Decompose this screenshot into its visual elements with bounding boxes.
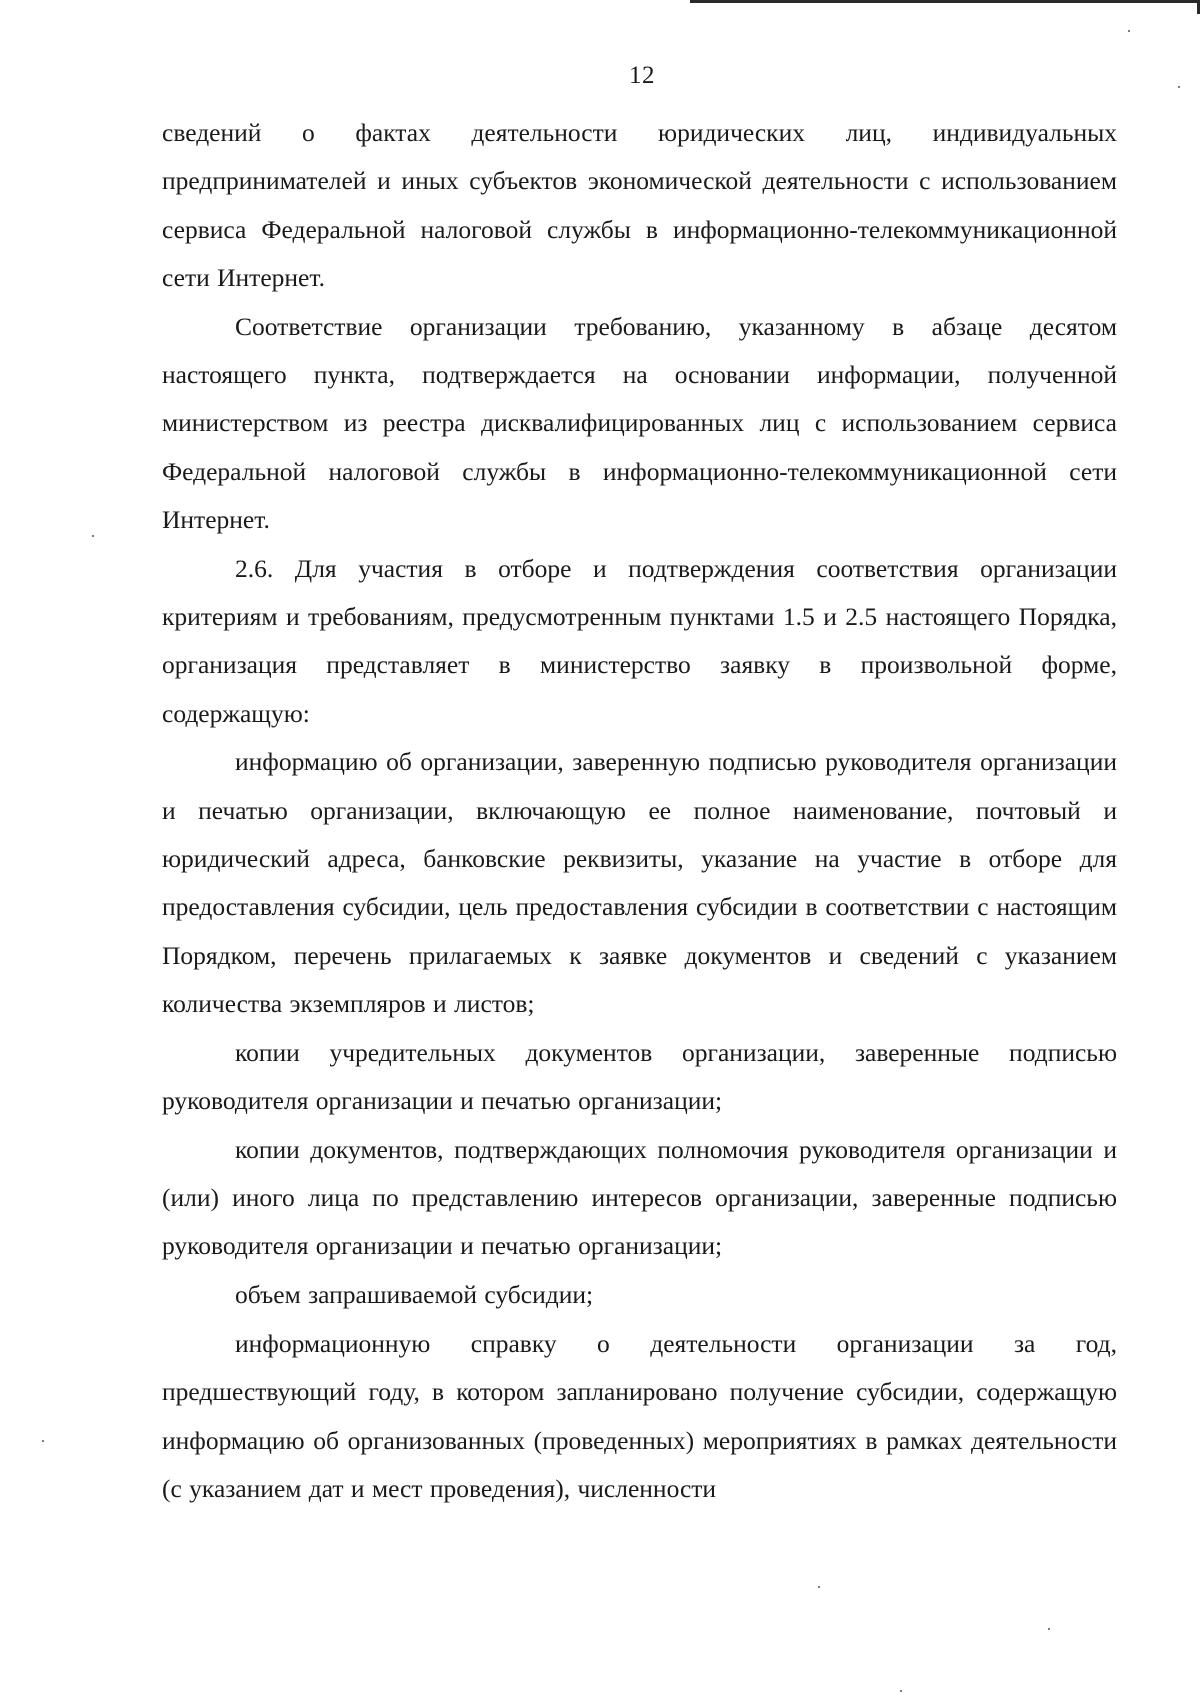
scan-speck	[818, 1586, 820, 1588]
page-number: 12	[629, 62, 655, 89]
paragraph-authority-documents: копии документов, подтверждающих полномочия руководителя организации и (или) иного лица по представлению интересов организации, заверенные подписью руководителя организации и печатью организации;	[162, 1134, 1117, 1261]
document-body	[162, 109, 1117, 1514]
scan-speck	[1178, 86, 1180, 88]
paragraph-2-6-application: 2.6. Для участия в отборе и подтверждения соответствия организации критериям и требованиям, предусмотренным пунктами 1.5 и 2.5 настоящего Порядка, организация представляет в министерство заявку в произвольной форме, содержащую:	[162, 553, 1117, 728]
scan-speck	[92, 535, 94, 537]
paragraph-subsidy-amount: объем запрашиваемой субсидии;	[235, 1280, 594, 1310]
paragraph-fns-service: сведений о фактах деятельности юридических лиц, индивидуальных предпринимателей и иных субъектов экономической деятельности с использованием сервиса Федеральной налоговой службы в информационно-телекоммуникационной сети Интернет.	[162, 118, 1117, 292]
paragraph-activity-report: информационную справку о деятельности организации за год, предшествующий году, в котором запланировано получение субсидии, содержащую информацию об организованных (проведенных) мероприятиях в рамках деятельности (с указанием дат и мест проведения), численности	[162, 1328, 1117, 1503]
scan-edge-top	[690, 0, 1200, 3]
paragraph-founding-documents: копии учредительных документов организации, заверенные подписью руководителя организации и печатью организации;	[162, 1037, 1117, 1115]
scan-speck	[1048, 1628, 1050, 1630]
scan-speck	[900, 1690, 902, 1692]
paragraph-organization-info: информацию об организации, заверенную подписью руководителя организации и печатью организации, включающую ее полное наименование, почтовый и юридический адреса, банковские реквизиты, указание на участие в отборе для предоставления субсидии, цель предоставления субсидии в соответствии с настоящим Порядком, перечень прилагаемых к заявке документов и сведений с указанием количества экземпляров и листов;	[162, 747, 1117, 1018]
scan-speck	[1128, 30, 1130, 32]
scan-speck	[42, 1440, 44, 1442]
paragraph-disqualified-registry: Соответствие организации требованию, указанному в абзаце десятом настоящего пункта, подтверждается на основании информации, полученной министерством из реестра дисквалифицированных лиц с использованием сервиса Федеральной налоговой службы в информационно-телекоммуникационной сети Интернет.	[162, 311, 1117, 534]
